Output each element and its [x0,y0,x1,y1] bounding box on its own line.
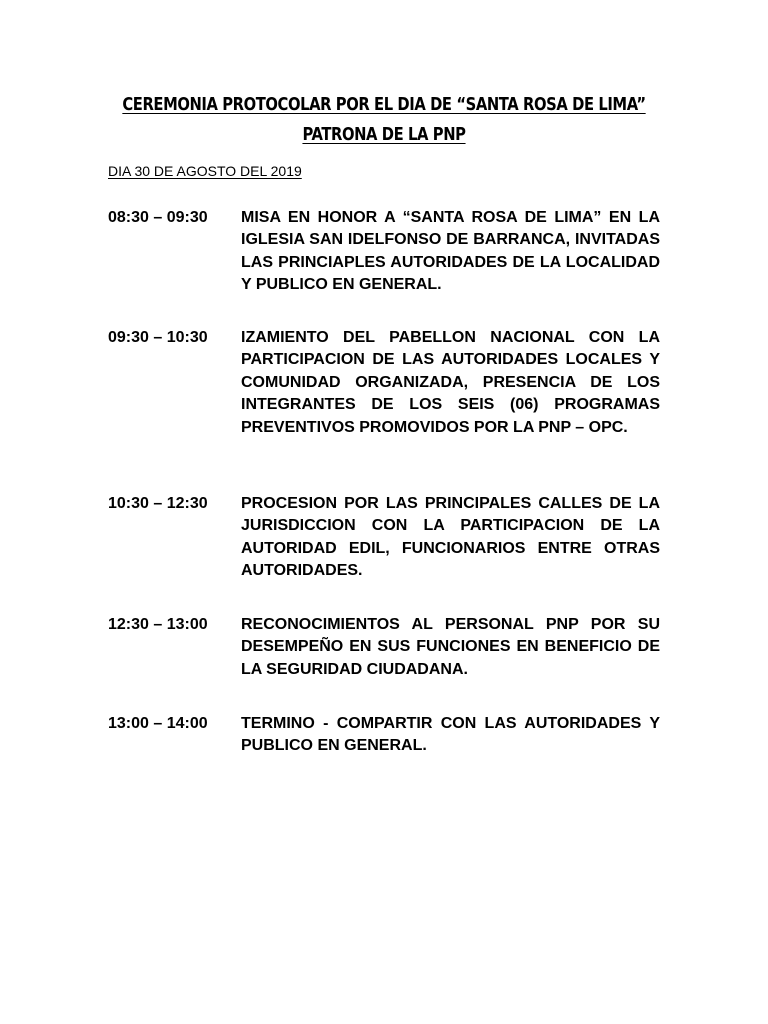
schedule-description: MISA EN HONOR A “SANTA ROSA DE LIMA” EN LA IGLESIA SAN IDELFONSO DE BARRANCA, INVITADAS LAS PRINCIAPLES AUTORIDADES DE LA LOCALIDAD Y PUBLICO EN GENERAL. [241,209,660,294]
schedule-description: IZAMIENTO DEL PABELLON NACIONAL CON LA PARTICIPACION DE LAS AUTORIDADES LOCALES Y COMUNIDAD ORGANIZADA, PRESENCIA DE LOS INTEGRANTES DE LOS SEIS (06) PROGRAMAS PREVENTIVOS PROMOVIDOS POR LA PNP – OPC. [241,329,660,436]
document-title: CEREMONIA PROTOCOLAR POR EL DIA DE “SANTA ROSA DE LIMA” [122,94,646,115]
schedule-time: 10:30 – 12:30 [108,495,208,512]
schedule-time: 08:30 – 09:30 [108,209,208,226]
schedule-description: RECONOCIMIENTOS AL PERSONAL PNP POR SU DESEMPEÑO EN SUS FUNCIONES EN BENEFICIO DE LA SEGURIDAD CIUDADANA. [241,616,660,678]
event-date: DIA 30 DE AGOSTO DEL 2019 [108,163,302,179]
schedule-description: PROCESION POR LAS PRINCIPALES CALLES DE LA JURISDICCION CON LA PARTICIPACION DE LA AUTORIDAD EDIL, FUNCIONARIOS ENTRE OTRAS AUTORIDADES. [241,495,660,580]
schedule-time: 09:30 – 10:30 [108,329,208,346]
schedule-time: 13:00 – 14:00 [108,715,208,732]
schedule-time: 12:30 – 13:00 [108,616,208,633]
document-subtitle: PATRONA DE LA PNP [302,124,466,145]
schedule-description: TERMINO - COMPARTIR CON LAS AUTORIDADES Y PUBLICO EN GENERAL. [241,715,660,755]
